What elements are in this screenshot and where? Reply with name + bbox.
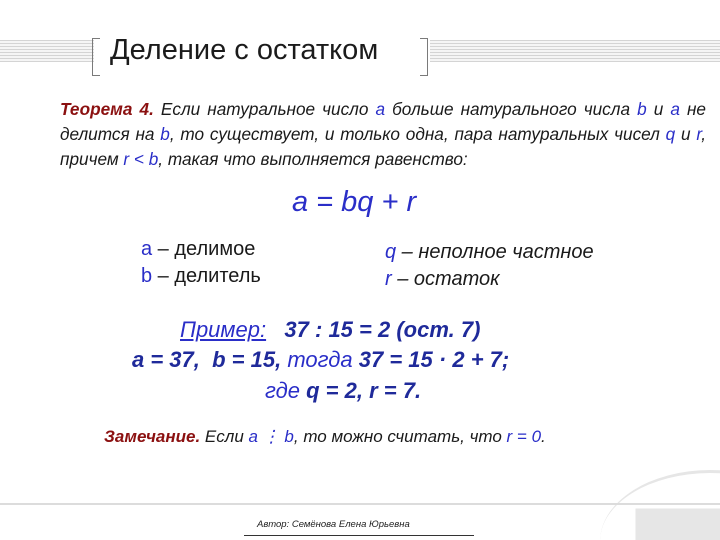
theorem-part: и bbox=[646, 99, 671, 119]
theorem-label: Теорема 4. bbox=[60, 99, 154, 119]
var-r: r bbox=[385, 268, 392, 290]
example-line-3 bbox=[265, 377, 421, 405]
var-q: q bbox=[385, 241, 397, 263]
example-r: r = 7. bbox=[362, 378, 422, 403]
definition-text: – делимое bbox=[152, 238, 256, 260]
example-calc: 37 : 15 = 2 (ост. 7) bbox=[284, 317, 481, 342]
remark-text bbox=[104, 427, 546, 447]
example-b: b = 15, bbox=[212, 347, 282, 372]
var-b: b bbox=[637, 99, 647, 119]
var-a: a bbox=[141, 238, 153, 260]
definitions-left bbox=[141, 236, 261, 290]
example-line-2 bbox=[132, 346, 509, 374]
theorem-part: и bbox=[675, 124, 697, 144]
var-b: b bbox=[160, 124, 170, 144]
example-expr: + 7; bbox=[464, 347, 510, 372]
theorem-part: , такая что выполняется равенство: bbox=[158, 149, 468, 169]
definition-text: – делитель bbox=[152, 265, 261, 287]
var-q: q bbox=[665, 124, 676, 144]
author-underline bbox=[244, 535, 474, 536]
theorem-part: , то существует, и только одна, пара натуральных чисел bbox=[169, 124, 666, 144]
title-bracket-left bbox=[92, 38, 100, 76]
remark-condition: a ⋮ b bbox=[248, 427, 294, 446]
example-where: где bbox=[265, 378, 307, 403]
slide-title: Деление с остатком bbox=[110, 34, 379, 66]
var-b: b bbox=[141, 265, 153, 287]
main-formula: a = bq + r bbox=[292, 186, 417, 218]
remark-part: , то можно считать, что bbox=[293, 427, 507, 446]
definition-q bbox=[385, 239, 594, 266]
theorem-part: больше натурального числа bbox=[385, 99, 638, 119]
footer-decoration bbox=[600, 470, 720, 540]
example-expr: 37 = 15 · 2 bbox=[358, 347, 465, 372]
title-band-right bbox=[430, 40, 720, 62]
theorem-text bbox=[60, 97, 706, 172]
author-credit: Автор: Семёнова Елена Юрьевна bbox=[257, 519, 410, 530]
title-band-left bbox=[0, 40, 94, 62]
example-a: a = 37, bbox=[132, 347, 200, 372]
remark-part: Если bbox=[200, 427, 249, 446]
theorem-part: Если натуральное число bbox=[153, 99, 376, 119]
definition-text: – неполное частное bbox=[396, 241, 594, 263]
var-r: r bbox=[696, 124, 702, 144]
remark-label: Замечание. bbox=[104, 427, 201, 446]
example-then: тогда bbox=[281, 347, 359, 372]
var-a: a bbox=[670, 99, 680, 119]
definition-text: – остаток bbox=[391, 268, 500, 290]
definition-a bbox=[141, 236, 261, 263]
definitions-right bbox=[385, 239, 594, 293]
example-label: Пример: bbox=[180, 317, 267, 342]
remark-part: . bbox=[541, 427, 546, 446]
theorem-part: , причем bbox=[60, 124, 706, 169]
footer-divider bbox=[0, 503, 720, 505]
definition-b bbox=[141, 263, 261, 290]
var-a: a bbox=[375, 99, 386, 119]
condition: r < b bbox=[123, 149, 159, 169]
title-bracket-right bbox=[420, 38, 428, 76]
example-q: q = 2, bbox=[306, 378, 363, 403]
example-line-1 bbox=[180, 316, 480, 344]
definition-r bbox=[385, 266, 594, 293]
theorem-part: не делится на bbox=[60, 99, 706, 144]
remark-result: r = 0 bbox=[506, 427, 542, 446]
